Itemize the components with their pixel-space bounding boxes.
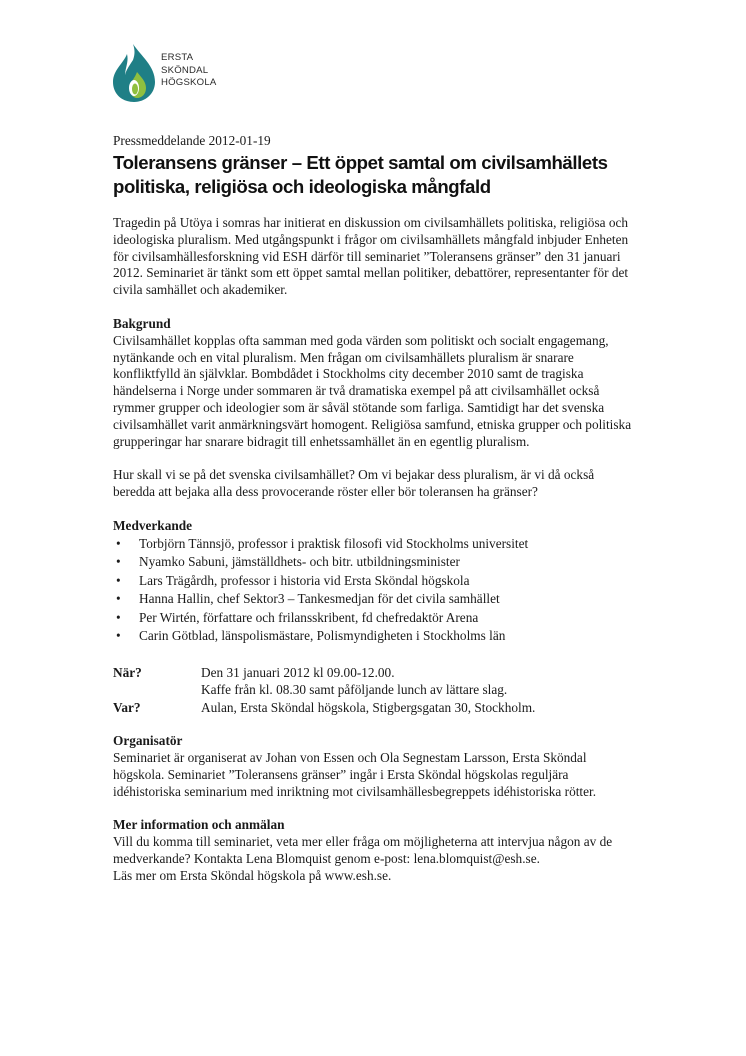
- event-details: [113, 664, 633, 717]
- when-spacer: [113, 681, 201, 699]
- flame-drop-icon: [111, 42, 159, 104]
- participant-text: Torbjörn Tännsjö, professor i praktisk filosofi vid Stockholms universitet: [139, 535, 529, 551]
- more-info-heading: Mer information och anmälan: [113, 817, 285, 833]
- when-label: När?: [113, 664, 142, 680]
- participants-list: [113, 535, 633, 646]
- list-item: [113, 609, 633, 628]
- list-item: [113, 572, 633, 591]
- organizer-heading: Organisatör: [113, 733, 183, 749]
- press-release-body: [113, 133, 633, 885]
- bullet-icon: •: [116, 535, 121, 551]
- organizer-paragraph: Seminariet är organiserat av Johan von Essen och Ola Segnestam Larsson, Ersta Sköndal högskola. Seminariet ”Toleransens gränser” ingår i Ersta Sköndal högskolas reguljära idéhistoriska seminarium med inriktning mot civilsamhällesbegreppets idéhistoriska rötter.: [113, 750, 597, 799]
- when-extra: Kaffe från kl. 08.30 samt påföljande lunch av lättare slag.: [201, 682, 508, 698]
- intro-paragraph: Tragedin på Utöya i somras har initierat en diskussion om civilsamhällets politiska, religiösa och ideologiska pluralism. Med utgångspunkt i frågor om civilsamhällets mångfald inbjuder Enheten för civilsamhällesforskning vid ESH därför till seminariet ”Toleransens gränser” den 31 januari 2012. Seminariet är tänkt som ett öppet samtal mellan politiker, debattörer, representanter för det civila samhället och akademiker.: [113, 215, 629, 298]
- logo-line-1: ERSTA: [161, 52, 194, 63]
- when-value: Den 31 januari 2012 kl 09.00-12.00.: [201, 664, 395, 680]
- release-date: Pressmeddelande 2012-01-19: [113, 133, 271, 148]
- where-value: Aulan, Ersta Sköndal högskola, Stigbergsgatan 30, Stockholm.: [201, 699, 536, 715]
- participant-text: Lars Trägårdh, professor i historia vid Ersta Sköndal högskola: [139, 572, 470, 588]
- where-label: Var?: [113, 699, 141, 715]
- participant-text: Hanna Hallin, chef Sektor3 – Tankesmedjan för det civila samhället: [139, 591, 500, 607]
- background-paragraph-2: Hur skall vi se på det svenska civilsamhället? Om vi bejakar dess pluralism, är vi då också beredda att bejaka alla dess provocerande röster eller bör toleransen ha gränser?: [113, 467, 595, 500]
- participant-text: Nyamko Sabuni, jämställdhets- och bitr. utbildningsminister: [139, 554, 460, 570]
- more-info-paragraph: Vill du komma till seminariet, veta mer eller fråga om möjligheterna att intervjua någon av de medverkande? Kontakta Lena Blomquist genom e-post: lena.blomquist@esh.se.: [113, 834, 613, 867]
- page-title: Toleransens gränser – Ett öppet samtal om civilsamhällets politiska, religiösa och ideologiska mångfald: [113, 152, 608, 197]
- logo-line-3: HÖGSKOLA: [161, 77, 217, 88]
- participants-heading: Medverkande: [113, 517, 193, 533]
- bullet-icon: •: [116, 591, 121, 607]
- list-item: [113, 535, 633, 554]
- bullet-icon: •: [116, 554, 121, 570]
- background-heading: Bakgrund: [113, 315, 171, 331]
- participant-text: Per Wirtén, författare och frilansskribent, fd chefredaktör Arena: [139, 609, 479, 625]
- bullet-icon: •: [116, 609, 121, 625]
- list-item: [113, 627, 633, 646]
- ersta-skondal-logo: [111, 42, 231, 104]
- list-item: [113, 590, 633, 609]
- more-info-link-line: Läs mer om Ersta Sköndal högskola på www.esh.se.: [113, 867, 392, 883]
- logo-line-2: SKÖNDAL: [161, 64, 209, 76]
- list-item: [113, 553, 633, 572]
- bullet-icon: •: [116, 628, 121, 644]
- bullet-icon: •: [116, 572, 121, 588]
- participant-text: Carin Götblad, länspolismästare, Polismyndigheten i Stockholms län: [139, 628, 506, 644]
- logo-wordmark: [161, 52, 216, 90]
- background-paragraph-1: Civilsamhället kopplas ofta samman med goda värden som politiskt och socialt engagemang, nytänkande och en vital pluralism. Men frågan om civilsamhällets pluralism är snarare konfliktfylld än självklar. Bombdådet i Stockholms city december 2010 samt de tragiska händelserna i Norge under sommaren är två dramatiska exempel på att civilsamhället också rymmer grupper och ideologier som är såväl stötande som farliga. Samtidigt har det svenska civilsamhället varit anmärkningsvärt homogent. Religiösa samfund, etniska grupper och politiska grupperingar har snarare bidragit till enhetssamhället än en egentlig pluralism.: [113, 332, 632, 449]
